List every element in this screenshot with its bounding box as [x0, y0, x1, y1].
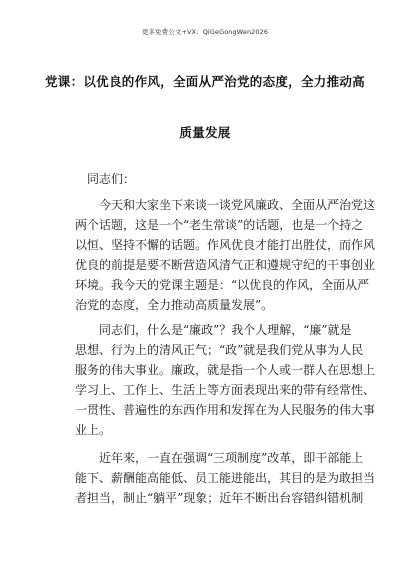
body-line: 治党的态度，全力推动高质量发展”。 — [75, 298, 274, 312]
body-line: 今天和大家坐下来谈一谈党风廉政、全面从严治党这 — [99, 198, 376, 212]
body-line: 同志们，什么是“廉政”？我个人理解，“廉”就是 — [99, 323, 352, 337]
body-line: 学习上、工作上、生活上等方面表现出来的带有经常性、 — [75, 383, 376, 397]
header-note: 更多免费公文+VX：QiGeGongWen2026 — [141, 28, 269, 36]
body-line: 者担当，制止“躺平”现象；近年不断出台容错纠错机制 — [75, 491, 364, 505]
body-line: 一贯性、普遍性的东西作用和发挥在为人民服务的伟大事 — [75, 403, 376, 417]
body-line: 能下、薪酬能高能低、员工能进能出，其目的是为敢担当 — [75, 471, 376, 485]
body-line: 环境。我今天的党课主题是：“以优良的作风，全面从严 — [75, 278, 370, 292]
salutation: 同志们： — [87, 172, 136, 186]
body-line: 服务的伟大事业。廉政，就是指一个人或一群人在思想上 — [75, 363, 376, 377]
body-line: 近年来，一直在强调“三项制度”改革，即干部能上 — [99, 451, 364, 465]
body-line: 优良的前提是要不断营造风清气正和遵规守纪的干事创业 — [75, 258, 376, 272]
document-title-line-2: 质量发展 — [179, 125, 231, 140]
document-title-line-1: 党课：以优良的作风，全面从严治党的态度，全力推动高 — [44, 74, 365, 89]
body-line: 业上。 — [75, 423, 112, 437]
body-line: 以恒、坚持不懈的话题。作风优良才能打出胜仗，而作风 — [75, 238, 376, 252]
body-line: 思想、行为上的清风正气；“政”就是我们党从事为人民 — [75, 343, 364, 357]
body-line: 两个话题，这是一个“老生常谈”的话题，也是一个持之 — [75, 218, 364, 232]
